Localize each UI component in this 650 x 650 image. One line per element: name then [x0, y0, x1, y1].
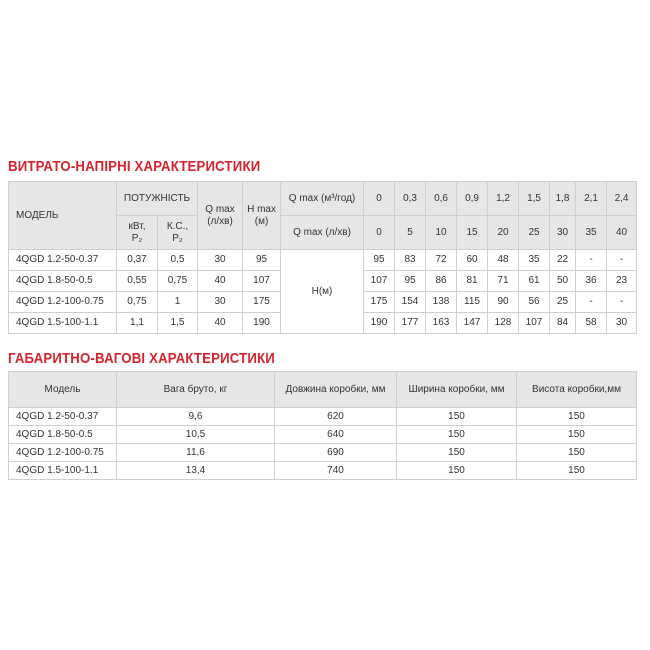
- width-cell: 150: [397, 462, 517, 480]
- table-row: [9, 408, 637, 426]
- q-l-3: 15: [457, 216, 488, 250]
- length-header: Довжина коробки, мм: [275, 372, 397, 408]
- head-cell: 177: [395, 313, 426, 334]
- weight-cell: 10,5: [117, 426, 275, 444]
- model-header: МОДЕЛЬ: [9, 182, 117, 250]
- q-m3-7: 2,1: [576, 182, 607, 216]
- weight-cell: 9,6: [117, 408, 275, 426]
- head-cell: 128: [488, 313, 519, 334]
- head-cell: 163: [426, 313, 457, 334]
- q-cell: 30: [198, 292, 243, 313]
- table-row: [9, 426, 637, 444]
- h-unit-label: H(м): [281, 250, 364, 334]
- q-l-4: 20: [488, 216, 519, 250]
- weight-cell: 13,4: [117, 462, 275, 480]
- head-cell: 35: [519, 250, 550, 271]
- model-cell: 4QGD 1.5-100-1.1: [9, 462, 117, 480]
- length-cell: 620: [275, 408, 397, 426]
- width-cell: 150: [397, 444, 517, 462]
- table-row: [9, 462, 637, 480]
- q-l-7: 35: [576, 216, 607, 250]
- head-cell: 86: [426, 271, 457, 292]
- head-cell: 23: [607, 271, 637, 292]
- size-characteristics-table: [8, 371, 637, 480]
- h-cell: 95: [243, 250, 281, 271]
- head-cell: 48: [488, 250, 519, 271]
- head-cell: 60: [457, 250, 488, 271]
- height-cell: 150: [517, 444, 637, 462]
- head-cell: 50: [550, 271, 576, 292]
- head-cell: 115: [457, 292, 488, 313]
- q-l-5: 25: [519, 216, 550, 250]
- q-max-m3-label: Q max (м³/год): [281, 182, 364, 216]
- model-cell: 4QGD 1.2-50-0.37: [9, 250, 117, 271]
- h-max-header: H max (м): [243, 182, 281, 250]
- table-row: [9, 444, 637, 462]
- length-cell: 640: [275, 426, 397, 444]
- kw-cell: 0,37: [117, 250, 158, 271]
- q-m3-6: 1,8: [550, 182, 576, 216]
- q-cell: 40: [198, 271, 243, 292]
- head-cell: 138: [426, 292, 457, 313]
- q-max-header: Q max (л/хв): [198, 182, 243, 250]
- kc-cell: 0,5: [158, 250, 198, 271]
- model-cell: 4QGD 1.2-100-0.75: [9, 292, 117, 313]
- kc-header: К.С., P₂: [158, 216, 198, 250]
- head-cell: 72: [426, 250, 457, 271]
- head-cell: 61: [519, 271, 550, 292]
- height-cell: 150: [517, 426, 637, 444]
- kc-cell: 0,75: [158, 271, 198, 292]
- head-cell: 90: [488, 292, 519, 313]
- q-m3-8: 2,4: [607, 182, 637, 216]
- model-cell: 4QGD 1.8-50-0.5: [9, 271, 117, 292]
- model-cell: 4QGD 1.2-100-0.75: [9, 444, 117, 462]
- q-l-8: 40: [607, 216, 637, 250]
- size-model-header: Модель: [9, 372, 117, 408]
- head-cell: 107: [519, 313, 550, 334]
- kw-cell: 0,55: [117, 271, 158, 292]
- q-m3-5: 1,5: [519, 182, 550, 216]
- head-cell: 36: [576, 271, 607, 292]
- q-l-1: 5: [395, 216, 426, 250]
- length-cell: 740: [275, 462, 397, 480]
- weight-header: Вага бруто, кг: [117, 372, 275, 408]
- head-cell: 107: [364, 271, 395, 292]
- head-cell: 147: [457, 313, 488, 334]
- kc-cell: 1,5: [158, 313, 198, 334]
- head-cell: 22: [550, 250, 576, 271]
- head-cell: 95: [364, 250, 395, 271]
- q-m3-0: 0: [364, 182, 395, 216]
- width-header: Ширина коробки, мм: [397, 372, 517, 408]
- head-cell: 56: [519, 292, 550, 313]
- head-cell: 30: [607, 313, 637, 334]
- length-cell: 690: [275, 444, 397, 462]
- head-cell: 95: [395, 271, 426, 292]
- width-cell: 150: [397, 408, 517, 426]
- flow-section-title: ВИТРАТО-НАПІРНІ ХАРАКТЕРИСТИКИ: [8, 158, 261, 175]
- weight-cell: 11,6: [117, 444, 275, 462]
- h-cell: 175: [243, 292, 281, 313]
- h-cell: 190: [243, 313, 281, 334]
- table-row: [9, 250, 637, 271]
- kc-cell: 1: [158, 292, 198, 313]
- head-cell: -: [576, 292, 607, 313]
- head-cell: -: [607, 250, 637, 271]
- model-cell: 4QGD 1.5-100-1.1: [9, 313, 117, 334]
- head-cell: -: [607, 292, 637, 313]
- head-cell: 25: [550, 292, 576, 313]
- kw-cell: 0,75: [117, 292, 158, 313]
- q-cell: 40: [198, 313, 243, 334]
- q-m3-2: 0,6: [426, 182, 457, 216]
- model-cell: 4QGD 1.8-50-0.5: [9, 426, 117, 444]
- power-header: ПОТУЖНІСТЬ: [117, 182, 198, 216]
- q-max-l-label: Q max (л/хв): [281, 216, 364, 250]
- head-cell: 154: [395, 292, 426, 313]
- width-cell: 150: [397, 426, 517, 444]
- q-cell: 30: [198, 250, 243, 271]
- head-cell: 190: [364, 313, 395, 334]
- head-cell: 83: [395, 250, 426, 271]
- model-cell: 4QGD 1.2-50-0.37: [9, 408, 117, 426]
- head-cell: 84: [550, 313, 576, 334]
- q-m3-4: 1,2: [488, 182, 519, 216]
- kw-header: кВт, P₂: [117, 216, 158, 250]
- flow-characteristics-table: [8, 181, 637, 334]
- height-cell: 150: [517, 462, 637, 480]
- q-m3-1: 0,3: [395, 182, 426, 216]
- q-l-0: 0: [364, 216, 395, 250]
- q-l-2: 10: [426, 216, 457, 250]
- size-section-title: ГАБАРИТНО-ВАГОВІ ХАРАКТЕРИСТИКИ: [8, 350, 275, 367]
- q-m3-3: 0,9: [457, 182, 488, 216]
- h-cell: 107: [243, 271, 281, 292]
- height-header: Висота коробки,мм: [517, 372, 637, 408]
- head-cell: 58: [576, 313, 607, 334]
- head-cell: 71: [488, 271, 519, 292]
- kw-cell: 1,1: [117, 313, 158, 334]
- height-cell: 150: [517, 408, 637, 426]
- head-cell: 81: [457, 271, 488, 292]
- q-l-6: 30: [550, 216, 576, 250]
- head-cell: 175: [364, 292, 395, 313]
- head-cell: -: [576, 250, 607, 271]
